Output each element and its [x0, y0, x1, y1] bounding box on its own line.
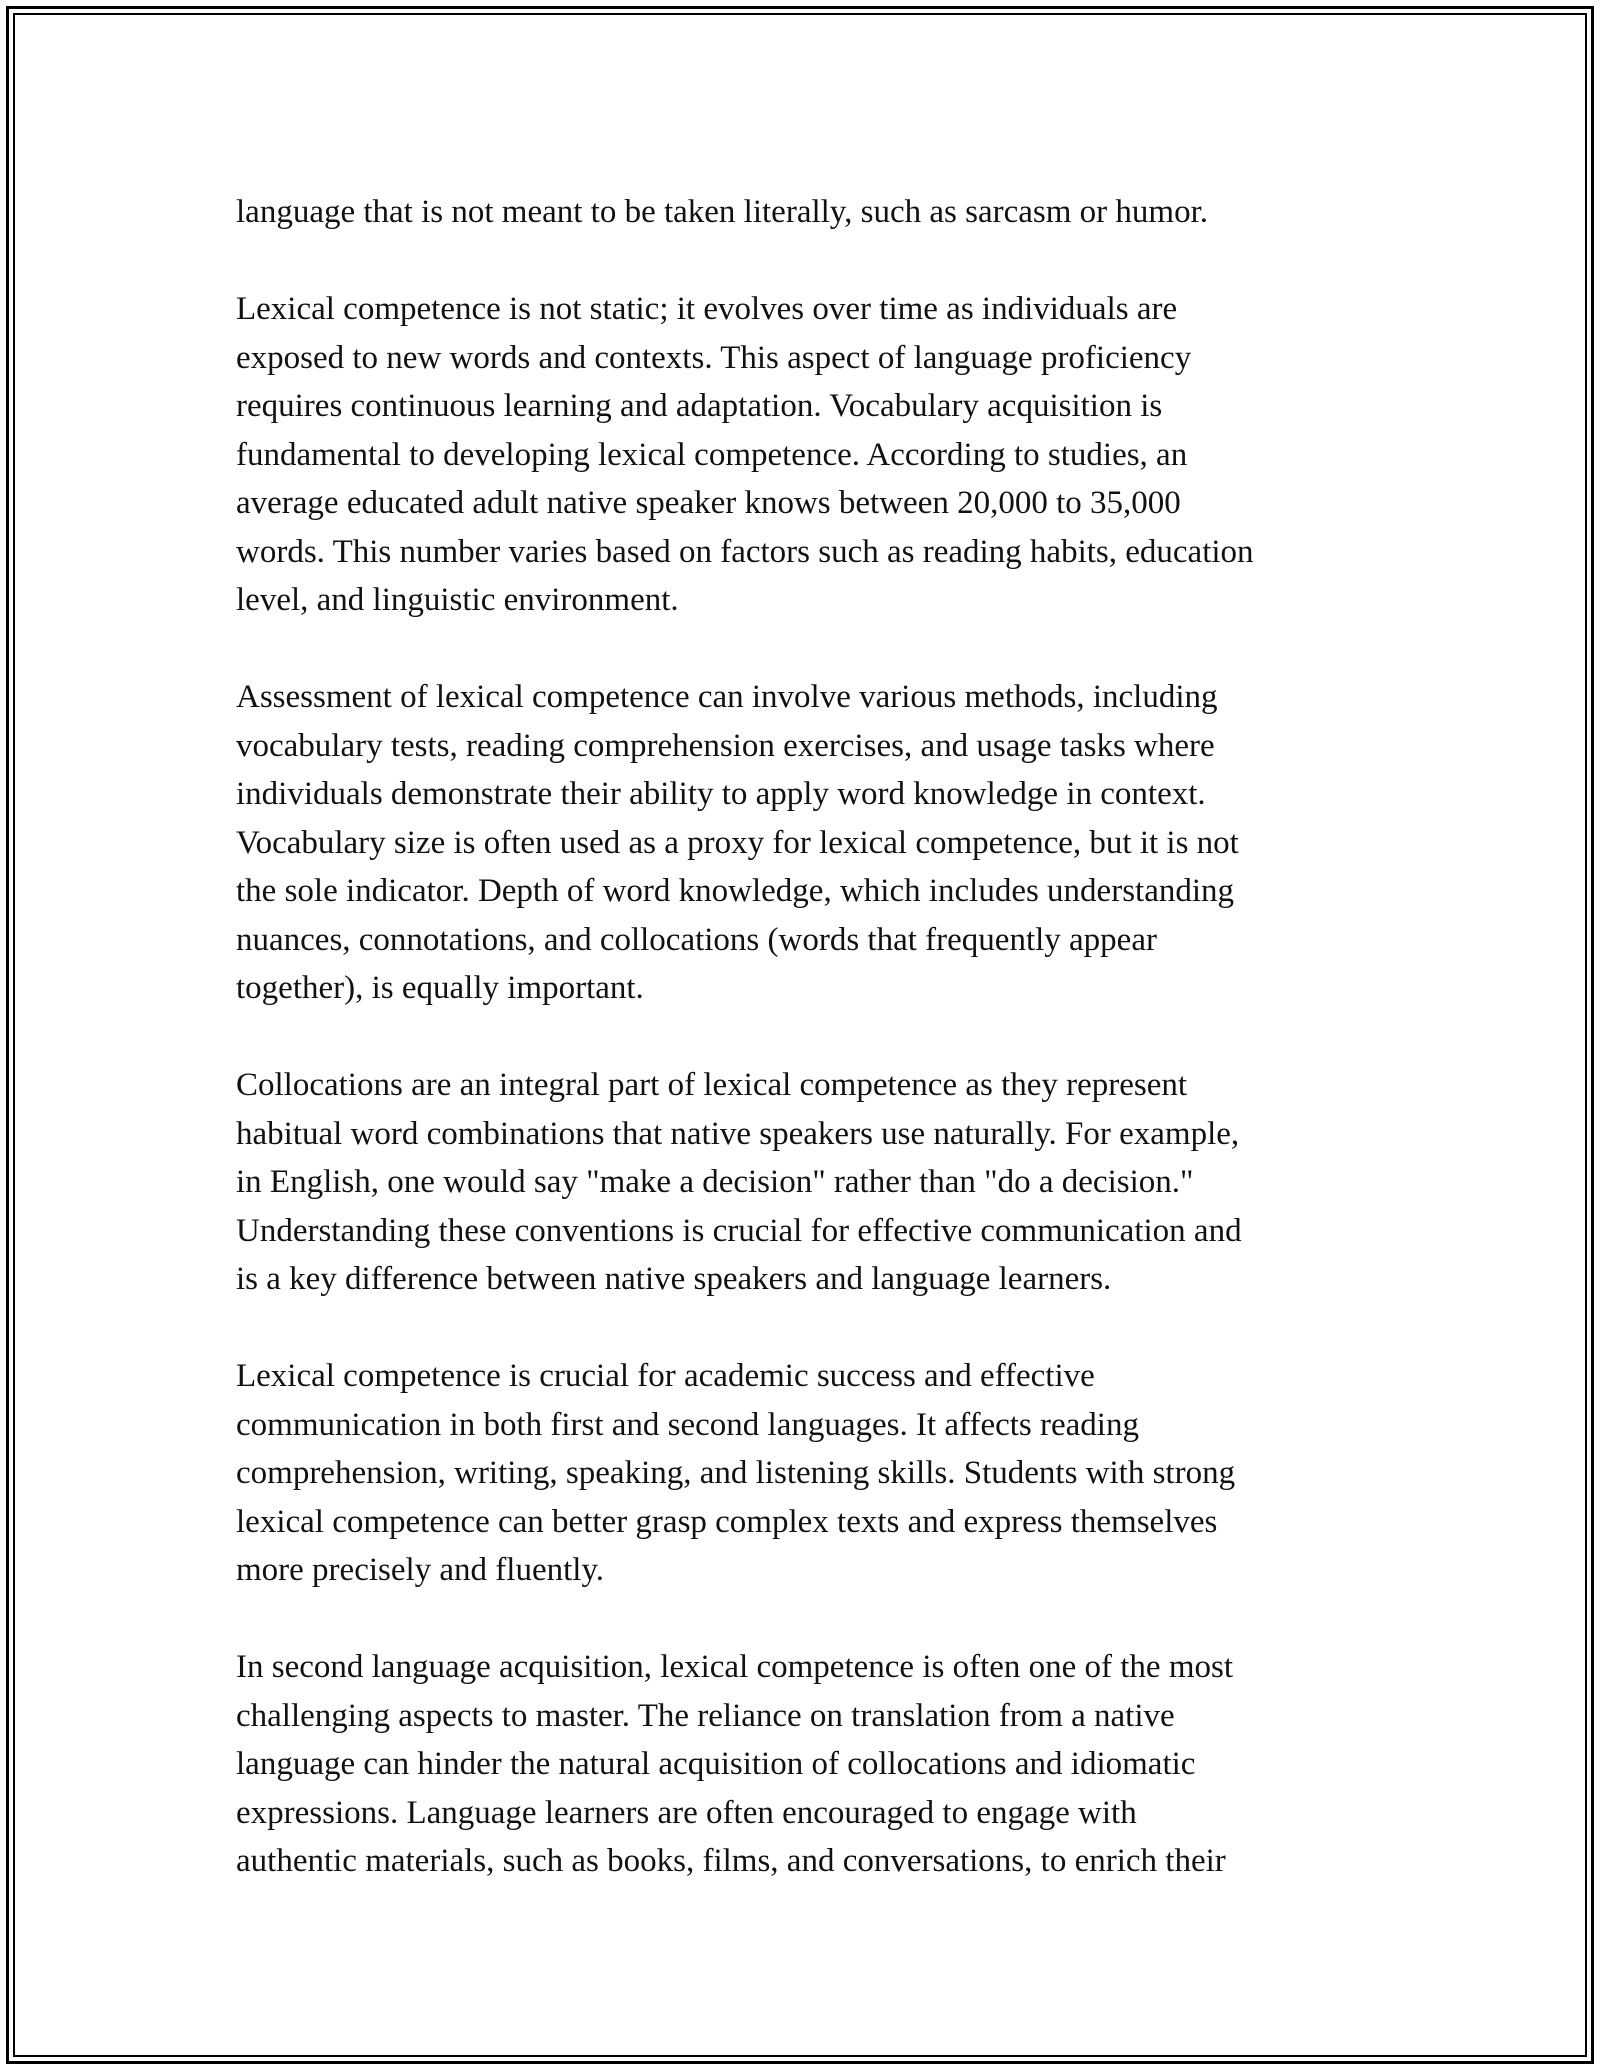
paragraph-second-language-acquisition: In second language acquisition, lexical competence is often one of the most challenging aspects to master. The reliance on translation from a native language can hinder the natural acquisition of collocations and idiomatic expressions. Language learners are often encouraged to engage with authentic materials, such as books, films, and conversations, to enrich their [236, 1649, 1234, 1879]
paragraph-lexical-competence-evolution: Lexical competence is not static; it evolves over time as individuals are exposed to new words and contexts. This aspect of language proficiency requires continuous learning and adaptation. Vocabulary acquisition is fundamental to developing lexical competence. According to studies, an average educated adult native speaker knows between 20,000 to 35,000 words. This number varies based on factors such as reading habits, education level, and linguistic environment. [236, 291, 1254, 618]
paragraph-continuation: language that is not meant to be taken literally, such as sarcasm or humor. [236, 194, 1209, 230]
paragraph-collocations: Collocations are an integral part of lexical competence as they represent habitual word combinations that native speakers use naturally. For example, in English, one would say "make a decision" rather than "do a decision." Understanding these conventions is crucial for effective communication and is a key difference between native speakers and language learners. [236, 1067, 1242, 1297]
paragraph-academic-success: Lexical competence is crucial for academic success and effective communication in both first and second languages. It affects reading comprehension, writing, speaking, and listening skills. Students with strong lexical competence can better grasp complex texts and express themselves more precisely and fluently. [236, 1358, 1236, 1588]
document-body [236, 188, 1386, 1886]
paragraph-assessment: Assessment of lexical competence can involve various methods, including vocabulary tests, reading comprehension exercises, and usage tasks where individuals demonstrate their ability to apply word knowledge in context. Vocabulary size is often used as a proxy for lexical competence, but it is not the sole indicator. Depth of word knowledge, which includes understanding nuances, connotations, and collocations (words that frequently appear together), is equally important. [236, 679, 1239, 1006]
